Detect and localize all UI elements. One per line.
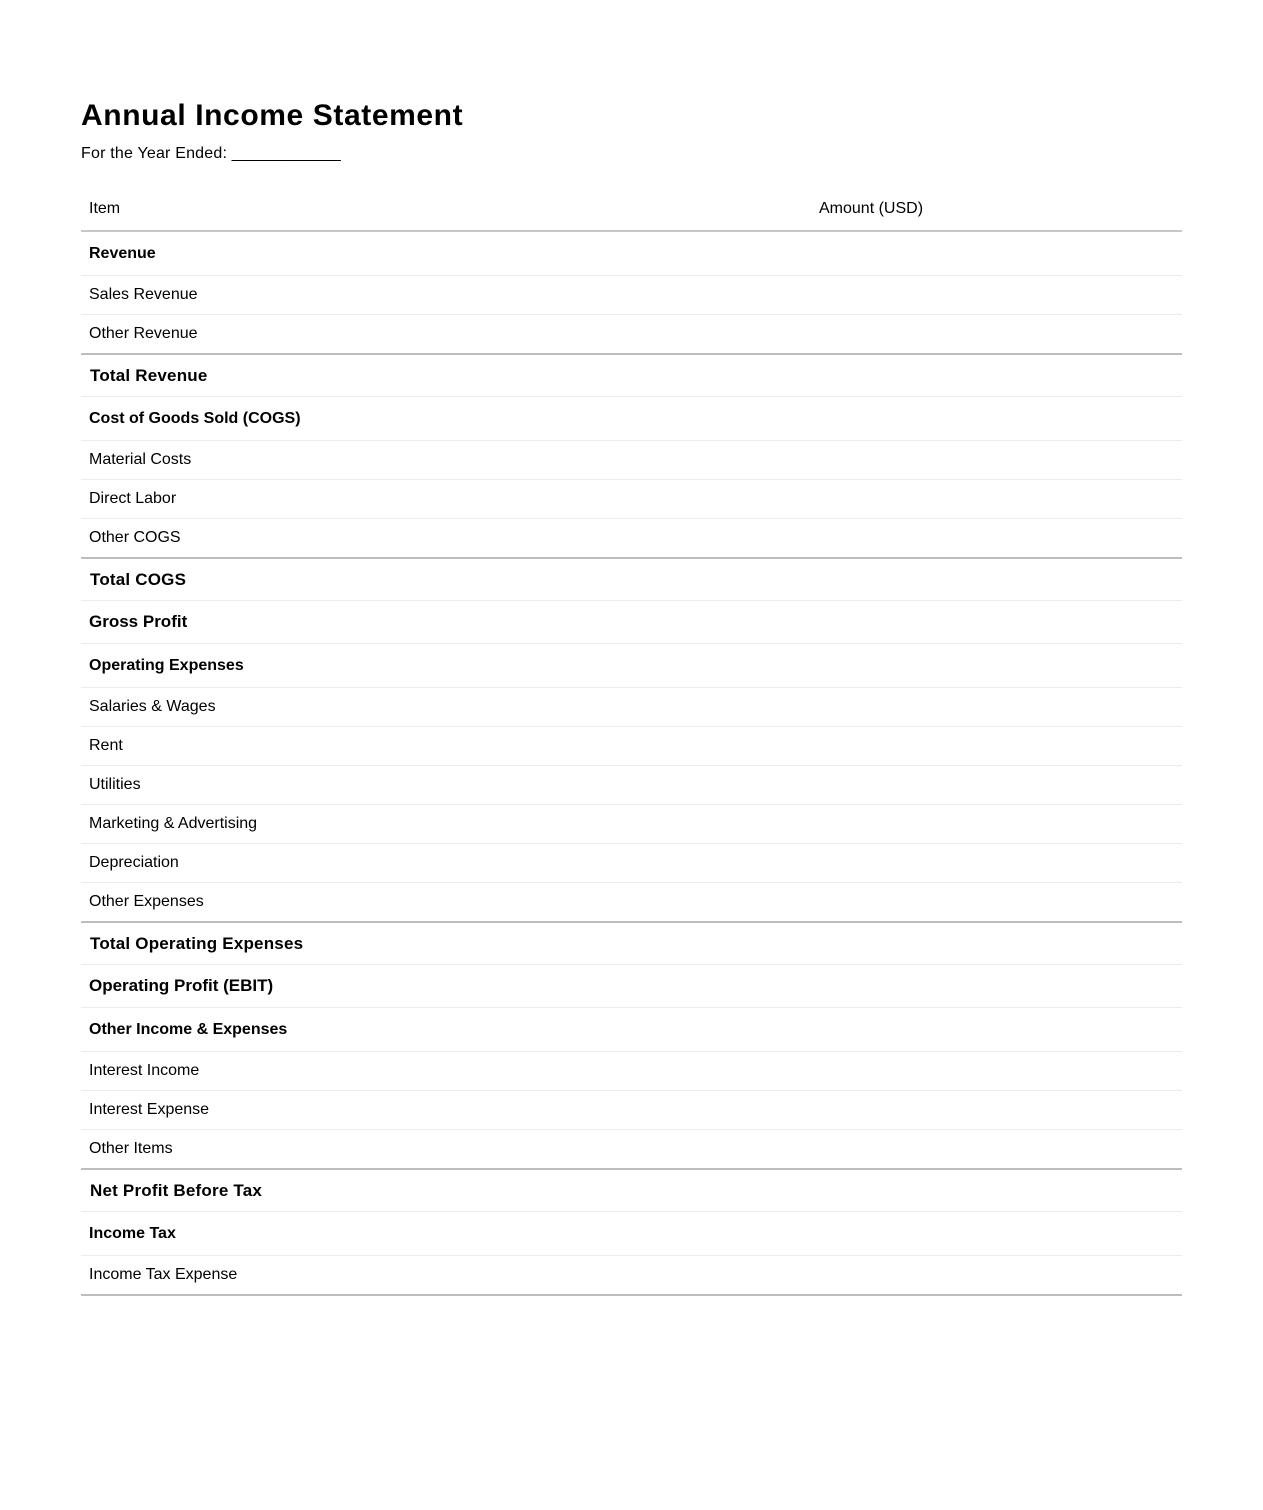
- period-label: For the Year Ended:: [81, 145, 228, 162]
- table-row: [81, 1052, 1182, 1091]
- row-label: Other Revenue: [81, 315, 811, 355]
- section-row: [81, 644, 1182, 688]
- total-row: [81, 1169, 1182, 1212]
- column-header-amount: Amount (USD): [811, 188, 1182, 231]
- row-amount: [811, 315, 1182, 355]
- column-header-item: Item: [81, 188, 811, 231]
- row-amount: [811, 883, 1182, 923]
- row-amount: [811, 922, 1182, 965]
- period-blank: ____________: [231, 145, 341, 162]
- table-row: [81, 727, 1182, 766]
- row-amount: [811, 1008, 1182, 1052]
- row-label: Operating Expenses: [81, 644, 811, 688]
- row-amount: [811, 965, 1182, 1008]
- row-label: Other COGS: [81, 519, 811, 559]
- row-label: Revenue: [81, 231, 811, 276]
- row-label: Salaries & Wages: [81, 688, 811, 727]
- row-amount: [811, 441, 1182, 480]
- row-label: Material Costs: [81, 441, 811, 480]
- subtotal-row: [81, 601, 1182, 644]
- row-amount: [811, 519, 1182, 559]
- table-row: [81, 315, 1182, 355]
- row-label: Total COGS: [81, 558, 811, 601]
- table-row: [81, 688, 1182, 727]
- row-label: Utilities: [81, 766, 811, 805]
- row-label: Gross Profit: [81, 601, 811, 644]
- table-body: [81, 231, 1182, 1295]
- table-row: [81, 883, 1182, 923]
- table-row: [81, 276, 1182, 315]
- table-row: [81, 1091, 1182, 1130]
- row-amount: [811, 844, 1182, 883]
- row-label: Interest Income: [81, 1052, 811, 1091]
- income-statement-table: [81, 188, 1182, 1296]
- row-amount: [811, 1169, 1182, 1212]
- row-label: Income Tax: [81, 1212, 811, 1256]
- table-row: [81, 480, 1182, 519]
- row-amount: [811, 276, 1182, 315]
- row-amount: [811, 480, 1182, 519]
- row-amount: [811, 1130, 1182, 1170]
- section-row: [81, 231, 1182, 276]
- section-row: [81, 1008, 1182, 1052]
- row-label: Net Profit Before Tax: [81, 1169, 811, 1212]
- row-amount: [811, 727, 1182, 766]
- table-row: [81, 1256, 1182, 1296]
- income-statement-page: [81, 96, 1182, 1296]
- row-label: Interest Expense: [81, 1091, 811, 1130]
- section-row: [81, 397, 1182, 441]
- table-row: [81, 519, 1182, 559]
- row-amount: [811, 688, 1182, 727]
- row-amount: [811, 1052, 1182, 1091]
- row-amount: [811, 354, 1182, 397]
- row-amount: [811, 805, 1182, 844]
- table-row: [81, 1130, 1182, 1170]
- row-amount: [811, 1256, 1182, 1296]
- period-line: [81, 144, 1182, 164]
- row-amount: [811, 558, 1182, 601]
- row-label: Total Revenue: [81, 354, 811, 397]
- row-amount: [811, 1212, 1182, 1256]
- row-amount: [811, 644, 1182, 688]
- row-label: Direct Labor: [81, 480, 811, 519]
- row-label: Total Operating Expenses: [81, 922, 811, 965]
- row-label: Other Items: [81, 1130, 811, 1170]
- total-row: [81, 354, 1182, 397]
- row-label: Sales Revenue: [81, 276, 811, 315]
- table-row: [81, 844, 1182, 883]
- row-label: Other Expenses: [81, 883, 811, 923]
- row-amount: [811, 231, 1182, 276]
- subtotal-row: [81, 965, 1182, 1008]
- row-label: Depreciation: [81, 844, 811, 883]
- table-header-row: [81, 188, 1182, 231]
- row-amount: [811, 1091, 1182, 1130]
- row-label: Operating Profit (EBIT): [81, 965, 811, 1008]
- total-row: [81, 558, 1182, 601]
- section-row: [81, 1212, 1182, 1256]
- row-amount: [811, 601, 1182, 644]
- row-label: Rent: [81, 727, 811, 766]
- row-label: Marketing & Advertising: [81, 805, 811, 844]
- row-label: Other Income & Expenses: [81, 1008, 811, 1052]
- table-row: [81, 805, 1182, 844]
- row-label: Income Tax Expense: [81, 1256, 811, 1296]
- total-row: [81, 922, 1182, 965]
- row-amount: [811, 397, 1182, 441]
- page-title: Annual Income Statement: [81, 99, 464, 132]
- row-label: Cost of Goods Sold (COGS): [81, 397, 811, 441]
- table-row: [81, 441, 1182, 480]
- row-amount: [811, 766, 1182, 805]
- table-row: [81, 766, 1182, 805]
